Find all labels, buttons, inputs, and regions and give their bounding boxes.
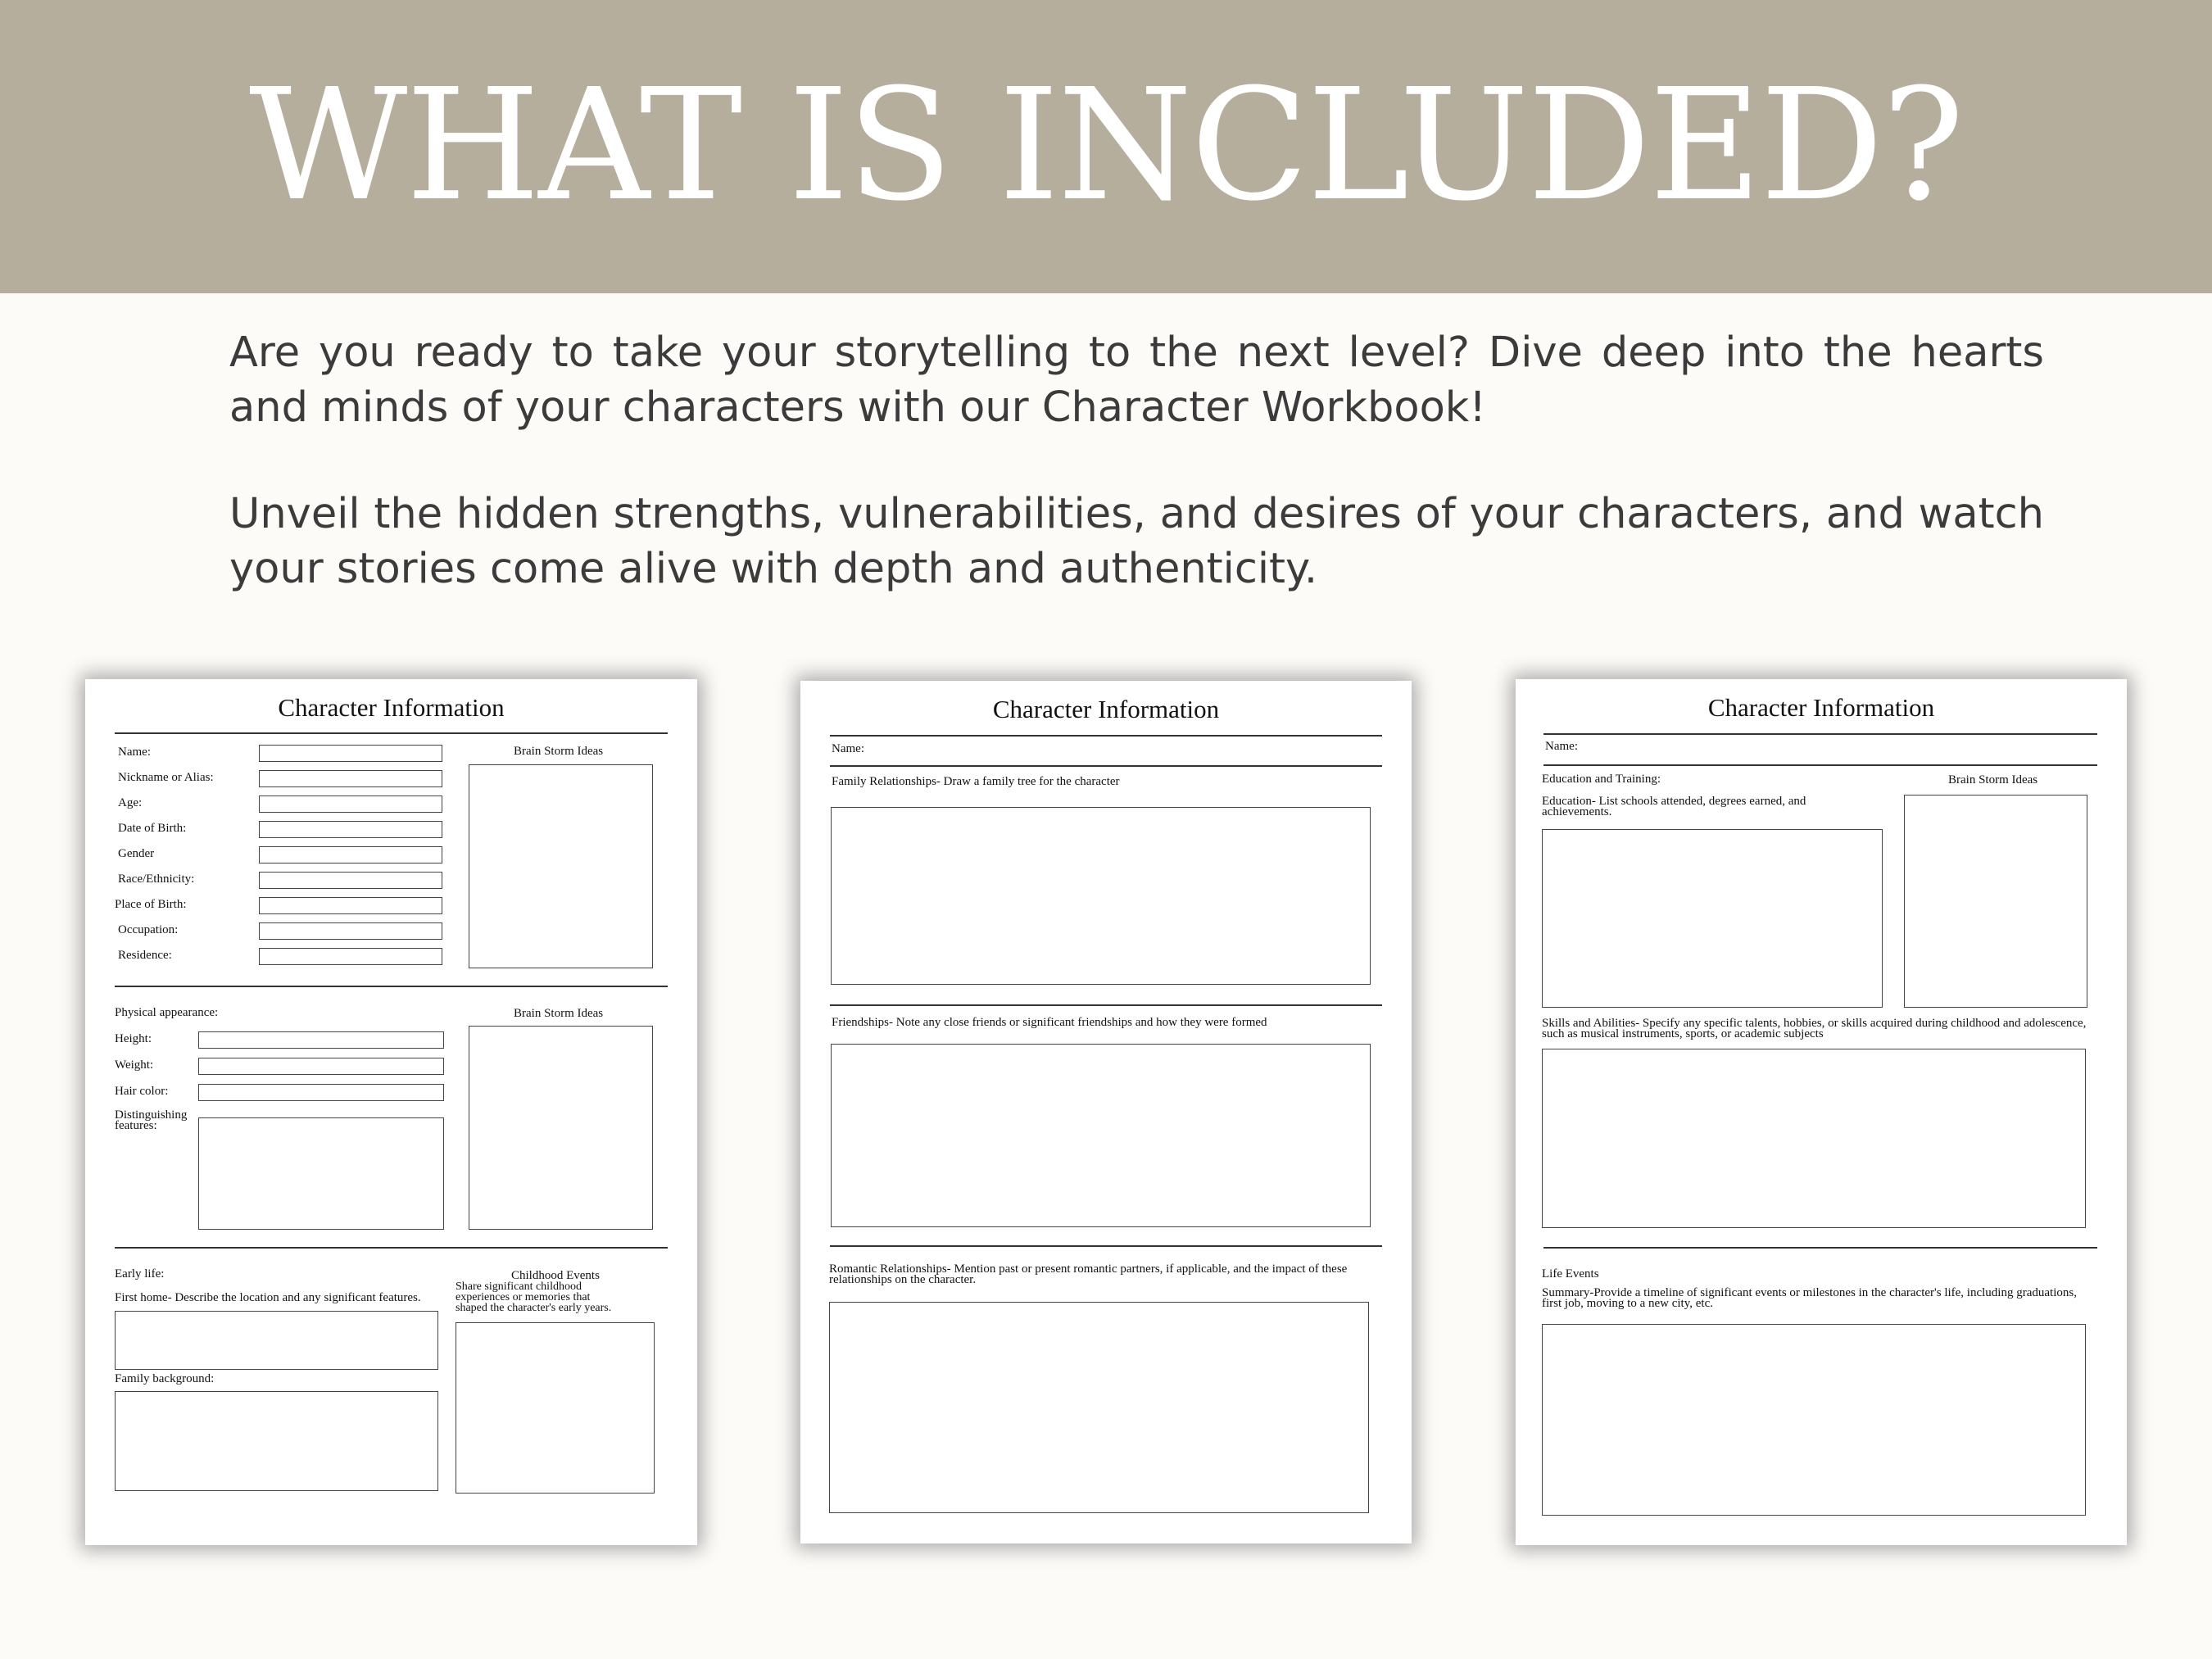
divider [115,1247,668,1249]
early-life-heading: Early life: [115,1267,165,1281]
page-title: Character Information [1707,693,1935,722]
height-field[interactable] [198,1031,444,1049]
education-box[interactable] [1542,829,1883,1008]
header-banner [0,0,2212,293]
page-title: Character Information [992,695,1220,723]
age-field[interactable] [259,796,442,813]
field-label-gender: Gender [118,847,155,860]
field-label-weight: Weight: [115,1058,154,1072]
education-desc: Education- List schools attended, degrees earned, and achievements. [1542,795,1806,818]
family-relationships-label: Family Relationships- Draw a family tree for the character [832,775,1120,788]
childhood-events-desc: Share significant childhood experiences or memories that shaped the character's early years. [456,1281,612,1314]
field-label-distinguishing: Distinguishing features: [115,1108,188,1132]
first-home-box[interactable] [115,1311,438,1370]
divider [115,986,668,987]
dob-field[interactable] [259,821,442,838]
life-events-box[interactable] [1542,1324,2086,1516]
romantic-relationships-box[interactable] [829,1302,1369,1513]
brainstorm-box[interactable] [469,1026,653,1230]
skills-abilities-label: Skills and Abilities- Specify any specific talents, hobbies, or skills acquired during childhood and adolescence, such as musical instruments, sports, or academic subjects [1542,1017,2087,1040]
divider [830,1245,1382,1247]
brainstorm-box[interactable] [1904,795,2087,1008]
name-field[interactable] [259,745,442,762]
brainstorm-label: Brain Storm Ideas [514,1007,604,1020]
family-background-label: Family background: [115,1372,215,1385]
field-label-nickname: Nickname or Alias: [118,771,214,784]
life-events-desc: Summary-Provide a timeline of significant events or milestones in the character's life, including graduations, first job, moving to a new city, etc. [1542,1286,2077,1310]
divider [115,732,668,734]
weight-field[interactable] [198,1058,444,1075]
banner-title: WHAT IS INCLUDED? [249,56,1963,235]
brainstorm-label: Brain Storm Ideas [514,745,604,758]
first-home-label: First home- Describe the location and any significant features. [115,1291,421,1304]
field-label-race: Race/Ethnicity: [118,873,195,886]
divider [830,1004,1382,1006]
intro-paragraph-2: Unveil the hidden strengths, vulnerabilities, and desires of your characters, and watch your stories come alive with depth and authenticity. [229,490,2044,593]
occupation-field[interactable] [259,922,442,940]
field-label-age: Age: [118,796,143,809]
distinguishing-features-box[interactable] [198,1117,444,1230]
field-label-birthplace: Place of Birth: [115,898,187,911]
field-label-height: Height: [115,1032,152,1045]
field-label-hair: Hair color: [115,1085,169,1098]
page-title: Character Information [278,693,505,722]
field-label-occupation: Occupation: [118,923,179,936]
brainstorm-label: Brain Storm Ideas [1948,773,2038,786]
physical-appearance-heading: Physical appearance: [115,1006,219,1019]
hair-color-field[interactable] [198,1084,444,1101]
family-tree-box[interactable] [831,807,1371,985]
birthplace-field[interactable] [259,897,442,914]
skills-abilities-box[interactable] [1542,1049,2086,1228]
race-field[interactable] [259,872,442,889]
field-label-residence: Residence: [118,949,172,962]
name-label: Name: [1545,740,1578,753]
divider [830,765,1382,767]
residence-field[interactable] [259,948,442,965]
worksheet-page-1 [85,679,697,1545]
divider [1543,1247,2097,1249]
friendships-box[interactable] [831,1044,1371,1227]
childhood-events-box[interactable] [456,1322,655,1494]
life-events-heading: Life Events [1542,1267,1599,1281]
education-heading: Education and Training: [1542,773,1661,786]
romantic-relationships-label: Romantic Relationships- Mention past or present romantic partners, if applicable, and the impact of these relationships on the character. [829,1262,1348,1286]
field-label-dob: Date of Birth: [118,822,187,835]
childhood-events-heading: Childhood Events [511,1269,600,1282]
family-background-box[interactable] [115,1391,438,1491]
nickname-field[interactable] [259,770,442,787]
field-label-name: Name: [118,746,151,759]
friendships-label: Friendships- Note any close friends or significant friendships and how they were formed [832,1016,1267,1029]
divider [830,735,1382,737]
worksheet-page-2 [800,681,1412,1543]
divider [1543,764,2097,766]
worksheet-page-3 [1516,679,2127,1545]
intro-paragraph-1: Are you ready to take your storytelling to the next level? Dive deep into the hearts and minds of your characters with our Character Workbook! [229,329,2044,432]
divider [1543,733,2097,735]
name-label: Name: [832,742,864,755]
gender-field[interactable] [259,846,442,863]
brainstorm-box[interactable] [469,764,653,968]
